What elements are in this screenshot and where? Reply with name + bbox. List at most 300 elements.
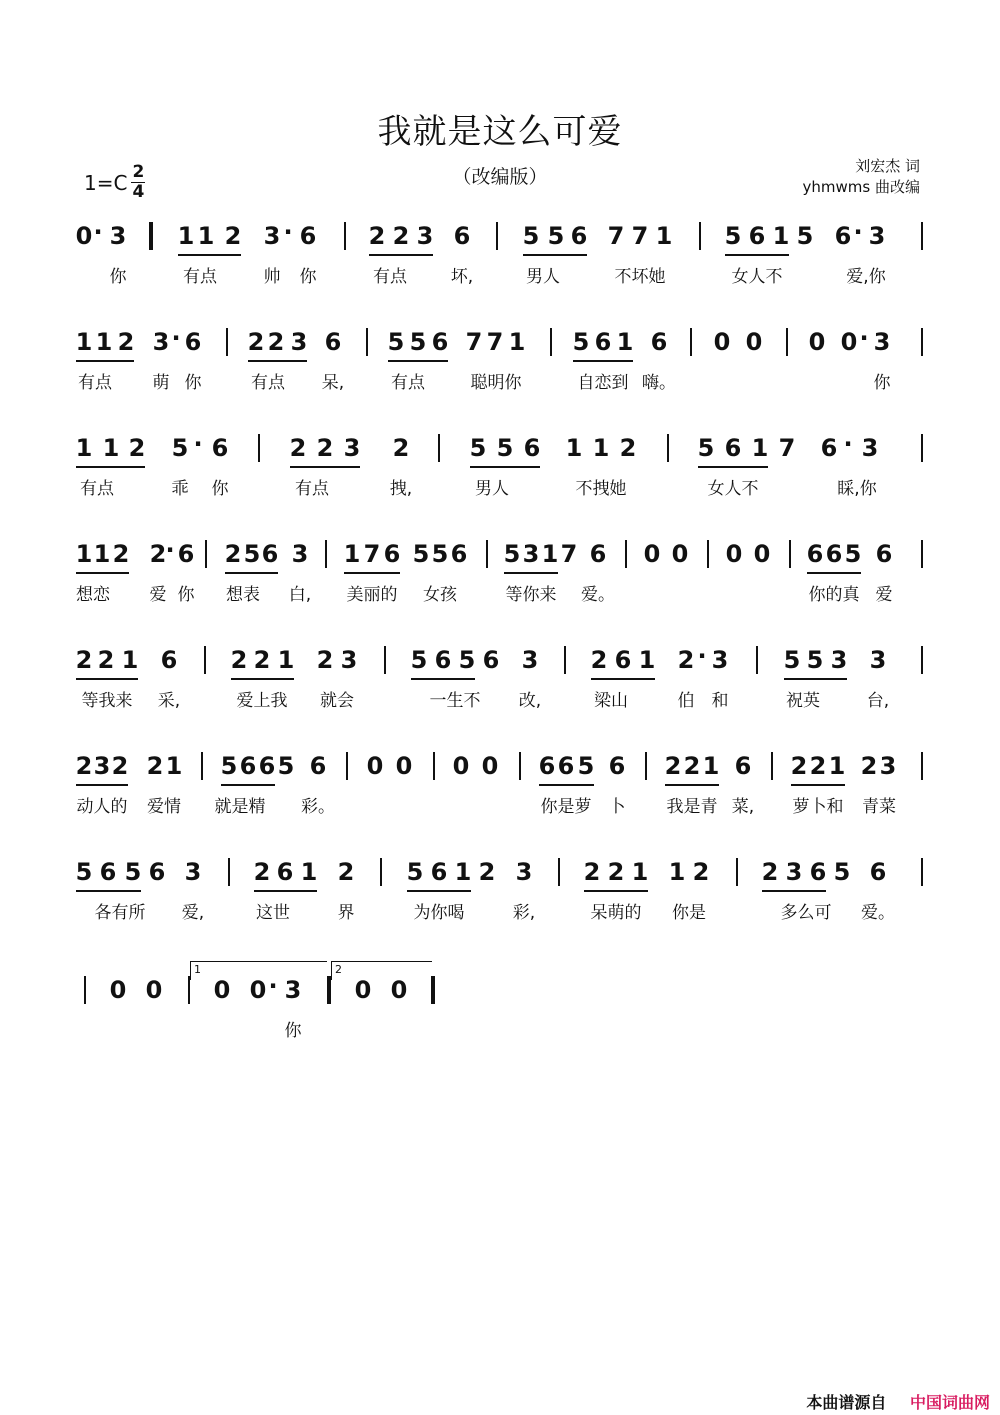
lyric: 萌 — [152, 373, 170, 393]
lyric: 爱。 — [581, 585, 615, 605]
note: · — [193, 430, 203, 458]
beam — [470, 466, 540, 468]
note: · — [853, 218, 863, 246]
note: 5 — [522, 222, 540, 250]
note: 6 — [211, 434, 229, 462]
note: 1 — [95, 328, 113, 356]
note: 1 — [121, 646, 139, 674]
note: 6 — [869, 858, 887, 886]
note: 5 — [844, 540, 862, 568]
note: 1 — [631, 858, 649, 886]
lyric: 有点 — [251, 373, 285, 393]
note: 7 — [631, 222, 649, 250]
note: 6 — [538, 752, 556, 780]
beam — [591, 678, 655, 680]
note: 6 — [177, 540, 195, 568]
note: 1 — [75, 540, 93, 568]
note: 5 — [412, 540, 430, 568]
lyric: 卜 — [608, 797, 626, 817]
lyric: 女人不 — [707, 479, 759, 499]
note: 1 — [197, 222, 215, 250]
lyric: 男人 — [526, 267, 560, 287]
note: · — [859, 324, 869, 352]
beam — [254, 890, 317, 892]
note: 2 — [619, 434, 637, 462]
barline — [756, 646, 758, 674]
note: 5 — [277, 752, 295, 780]
note: 3 — [515, 858, 533, 886]
note: 0 — [671, 540, 689, 568]
lyric: 有点 — [80, 479, 114, 499]
lyric: 男人 — [475, 479, 509, 499]
note: 2 — [117, 328, 135, 356]
beam — [344, 572, 400, 574]
barline — [921, 540, 923, 568]
note: 6 — [184, 328, 202, 356]
note: 2 — [392, 434, 410, 462]
note: 0 — [213, 976, 231, 1004]
lyric: 一生不 — [429, 691, 481, 711]
note: 5 — [243, 540, 261, 568]
barline — [921, 222, 923, 250]
note: 6 — [309, 752, 327, 780]
note: 1 — [454, 858, 472, 886]
note: 3 — [869, 646, 887, 674]
lyric: 你 — [873, 373, 891, 393]
barline — [707, 540, 709, 568]
note: 1 — [75, 328, 93, 356]
lyric: 多么可 — [780, 903, 832, 923]
barline — [558, 858, 560, 886]
note: 1 — [702, 752, 720, 780]
note: 2 — [267, 328, 285, 356]
arranger: yhmwms 曲改编 — [802, 178, 920, 196]
note: 0 — [745, 328, 763, 356]
note: 2 — [146, 752, 164, 780]
note: · — [268, 972, 278, 1000]
footer-site-link[interactable]: 中国词曲网 — [909, 1393, 990, 1412]
beam — [573, 360, 633, 362]
score-row — [0, 972, 1000, 1076]
barline — [149, 222, 153, 250]
note: 0 — [643, 540, 661, 568]
barline — [921, 858, 923, 886]
note: 1 — [300, 858, 318, 886]
lyric: 不拽她 — [575, 479, 627, 499]
lyric: 睬,你 — [837, 479, 877, 499]
barline — [921, 752, 923, 780]
note: 5 — [406, 858, 424, 886]
note: · — [171, 324, 181, 352]
note: 5 — [547, 222, 565, 250]
lyric: 台, — [866, 691, 890, 711]
note: 5 — [796, 222, 814, 250]
note: 2 — [316, 434, 334, 462]
note: 1 — [165, 752, 183, 780]
note: 6 — [570, 222, 588, 250]
lyric: 有点 — [391, 373, 425, 393]
note: 1 — [343, 540, 361, 568]
barline — [550, 328, 552, 356]
note: 6 — [724, 434, 742, 462]
note: 7 — [465, 328, 483, 356]
lyric: 你 — [177, 585, 195, 605]
note: 5 — [387, 328, 405, 356]
note: 3 — [711, 646, 729, 674]
note: 2 — [230, 646, 248, 674]
note: 7 — [560, 540, 578, 568]
note: 1 — [277, 646, 295, 674]
lyric: 伯 — [677, 691, 695, 711]
lyric: 你 — [109, 267, 127, 287]
beam — [388, 360, 448, 362]
note: 2 — [809, 752, 827, 780]
note: 2 — [97, 646, 115, 674]
note: 5 — [724, 222, 742, 250]
note: 2 — [111, 752, 129, 780]
note: 3 — [340, 646, 358, 674]
lyric: 你 — [299, 267, 317, 287]
note: 3 — [184, 858, 202, 886]
lyric: 不坏她 — [614, 267, 666, 287]
beam — [221, 784, 275, 786]
note: 2 — [224, 222, 242, 250]
note: 0 — [366, 752, 384, 780]
note: 6 — [450, 540, 468, 568]
key-signature — [84, 164, 145, 201]
beam — [76, 466, 145, 468]
note: 1 — [177, 222, 195, 250]
note: 2 — [75, 752, 93, 780]
lyric: 女人不 — [731, 267, 783, 287]
barline — [789, 540, 791, 568]
note: 2 — [583, 858, 601, 886]
beam — [178, 254, 241, 256]
note: 6 — [834, 222, 852, 250]
note: 1 — [655, 222, 673, 250]
lyric: 你的真 — [808, 585, 860, 605]
lyric: 爱 — [149, 585, 167, 605]
lyric: 爱上我 — [236, 691, 288, 711]
barline — [921, 646, 923, 674]
barline — [699, 222, 701, 250]
note: 6 — [276, 858, 294, 886]
barline — [625, 540, 627, 568]
note: 6 — [434, 646, 452, 674]
barline — [380, 858, 382, 886]
beam — [369, 254, 433, 256]
beam — [698, 466, 768, 468]
note: 3 — [522, 540, 540, 568]
note: 3 — [416, 222, 434, 250]
note: 3 — [291, 540, 309, 568]
lyric: 想恋 — [76, 585, 110, 605]
lyric: 呆, — [321, 373, 345, 393]
barline — [786, 328, 788, 356]
barline — [201, 752, 203, 780]
note: 3 — [830, 646, 848, 674]
lyric: 界 — [337, 903, 355, 923]
barline — [438, 434, 440, 462]
note: 5 — [431, 540, 449, 568]
barline — [344, 222, 346, 250]
note: 5 — [806, 646, 824, 674]
note: 0 — [249, 976, 267, 1004]
lyric: 呆萌的 — [590, 903, 642, 923]
note: 6 — [383, 540, 401, 568]
note: 6 — [261, 540, 279, 568]
lyric: 菜, — [731, 797, 755, 817]
beam — [248, 360, 307, 362]
time-signature — [131, 164, 145, 201]
note: 1 — [541, 540, 559, 568]
note: 6 — [557, 752, 575, 780]
note: 2 — [692, 858, 710, 886]
lyric: 为你喝 — [413, 903, 465, 923]
note: 1 — [75, 434, 93, 462]
note: 2 — [790, 752, 808, 780]
note: 6 — [482, 646, 500, 674]
time-top: 2 — [132, 162, 145, 182]
lyric: 等我来 — [81, 691, 133, 711]
note: 2 — [683, 752, 701, 780]
lyric: 和 — [711, 691, 729, 711]
barline — [204, 646, 206, 674]
note: · — [843, 430, 853, 458]
note: 0 — [75, 222, 93, 250]
score-row — [0, 430, 1000, 534]
note: 5 — [458, 646, 476, 674]
note: 2 — [478, 858, 496, 886]
note: 6 — [160, 646, 178, 674]
note: 7 — [363, 540, 381, 568]
lyric: 爱,你 — [846, 267, 886, 287]
beam — [791, 784, 845, 786]
beam — [76, 678, 138, 680]
lyric: 嗨。 — [642, 373, 676, 393]
note: 5 — [503, 540, 521, 568]
note: 5 — [124, 858, 142, 886]
barline — [690, 328, 692, 356]
lyric: 采, — [157, 691, 181, 711]
note: 1 — [828, 752, 846, 780]
note: 6 — [806, 540, 824, 568]
beam — [76, 572, 129, 574]
note: · — [283, 218, 293, 246]
barline — [486, 540, 488, 568]
lyric: 有点 — [295, 479, 329, 499]
beam — [411, 678, 475, 680]
note: 2 — [128, 434, 146, 462]
lyric: 有点 — [373, 267, 407, 287]
note: 2 — [149, 540, 167, 568]
beam — [290, 466, 360, 468]
barline — [771, 752, 773, 780]
beam — [76, 784, 128, 786]
note: 1 — [638, 646, 656, 674]
barline — [346, 752, 348, 780]
barline — [564, 646, 566, 674]
time-bottom: 4 — [132, 182, 145, 202]
lyric: 有点 — [183, 267, 217, 287]
lyric: 萝卜和 — [792, 797, 844, 817]
barline — [496, 222, 498, 250]
note: 6 — [650, 328, 668, 356]
note: 0 — [452, 752, 470, 780]
beam — [407, 890, 471, 892]
barline — [258, 434, 260, 462]
note: 0 — [725, 540, 743, 568]
note: 5 — [577, 752, 595, 780]
note: 3 — [263, 222, 281, 250]
note: 3 — [343, 434, 361, 462]
lyric: 拽, — [389, 479, 413, 499]
note: 7 — [607, 222, 625, 250]
lyric: 有点 — [78, 373, 112, 393]
beam — [231, 678, 294, 680]
note: 5 — [469, 434, 487, 462]
note: 6 — [148, 858, 166, 886]
note: 6 — [608, 752, 626, 780]
song-subtitle: （改编版） — [452, 166, 548, 188]
lyric: 爱。 — [861, 903, 895, 923]
lyric: 各有所 — [94, 903, 146, 923]
lyric: 彩, — [512, 903, 536, 923]
note: 2 — [253, 858, 271, 886]
note: 2 — [316, 646, 334, 674]
note: 1 — [565, 434, 583, 462]
note: 0 — [808, 328, 826, 356]
barline — [327, 976, 331, 1004]
note: 1 — [616, 328, 634, 356]
score-row — [0, 324, 1000, 428]
note: 6 — [99, 858, 117, 886]
beam — [725, 254, 789, 256]
lyric: 帅 — [263, 267, 281, 287]
note: 1 — [668, 858, 686, 886]
beam — [539, 784, 594, 786]
barline — [645, 752, 647, 780]
note: 5 — [697, 434, 715, 462]
score-row — [0, 752, 1000, 852]
barline — [384, 646, 386, 674]
note: 6 — [258, 752, 276, 780]
note: 2 — [247, 328, 265, 356]
beam — [76, 890, 141, 892]
lyric: 就是精 — [214, 797, 266, 817]
note: 3 — [109, 222, 127, 250]
lyric: 改, — [518, 691, 542, 711]
note: 3 — [785, 858, 803, 886]
lyric: 动人的 — [76, 797, 128, 817]
note: 6 — [734, 752, 752, 780]
note: 5 — [833, 858, 851, 886]
lyric: 坏, — [450, 267, 474, 287]
barline — [325, 540, 327, 568]
score-row — [0, 536, 1000, 640]
note: 6 — [239, 752, 257, 780]
lyric: 祝英 — [786, 691, 820, 711]
lyric: 爱, — [181, 903, 205, 923]
note: 0 — [145, 976, 163, 1004]
note: 2 — [337, 858, 355, 886]
lyric: 你是萝 — [540, 797, 592, 817]
lyric: 爱 — [875, 585, 893, 605]
lyricist: 刘宏杰 词 — [855, 157, 920, 175]
barline — [667, 434, 669, 462]
beam — [665, 784, 719, 786]
note: 0 — [753, 540, 771, 568]
note: 1 — [592, 434, 610, 462]
lyric: 这世 — [256, 903, 290, 923]
lyric: 想表 — [226, 585, 260, 605]
barline — [188, 976, 190, 1004]
barline — [433, 752, 435, 780]
lyric: 乖 — [171, 479, 189, 499]
note: 7 — [486, 328, 504, 356]
note: 6 — [431, 328, 449, 356]
barline — [431, 976, 435, 1004]
lyric: 彩。 — [301, 797, 335, 817]
note: 2 — [860, 752, 878, 780]
lyric: 美丽的 — [346, 585, 398, 605]
note: 3 — [861, 434, 879, 462]
note: 6 — [614, 646, 632, 674]
volta-1: 1 — [190, 961, 327, 980]
lyric: 就会 — [320, 691, 354, 711]
volta-2: 2 — [331, 961, 432, 980]
lyric: 爱情 — [147, 797, 181, 817]
lyric: 青菜 — [862, 797, 896, 817]
note: 2 — [368, 222, 386, 250]
note: 2 — [761, 858, 779, 886]
note: 0 — [109, 976, 127, 1004]
note: 2 — [224, 540, 242, 568]
lyric: 你 — [284, 1021, 302, 1041]
footer — [806, 1390, 990, 1413]
note: 2 — [677, 646, 695, 674]
barline — [84, 976, 86, 1004]
note: 2 — [607, 858, 625, 886]
note: 6 — [875, 540, 893, 568]
lyric: 女孩 — [423, 585, 457, 605]
note: 2 — [392, 222, 410, 250]
note: 6 — [430, 858, 448, 886]
footer-source: 本曲谱源自 — [806, 1393, 887, 1412]
barline — [736, 858, 738, 886]
note: 6 — [453, 222, 471, 250]
barline — [226, 328, 228, 356]
beam — [762, 890, 826, 892]
note: 2 — [590, 646, 608, 674]
lyric: 梁山 — [594, 691, 628, 711]
note: 2 — [253, 646, 271, 674]
beam — [504, 572, 558, 574]
lyric: 白, — [288, 585, 312, 605]
note: 5 — [171, 434, 189, 462]
note: 6 — [809, 858, 827, 886]
note: 2 — [112, 540, 130, 568]
note: 5 — [409, 328, 427, 356]
note: 6 — [825, 540, 843, 568]
song-title: 我就是这么可爱 — [377, 112, 623, 152]
key-label: 1=C — [84, 170, 128, 195]
note: 3 — [868, 222, 886, 250]
note: 6 — [594, 328, 612, 356]
note: 7 — [778, 434, 796, 462]
note: 0 — [840, 328, 858, 356]
note: 3 — [152, 328, 170, 356]
